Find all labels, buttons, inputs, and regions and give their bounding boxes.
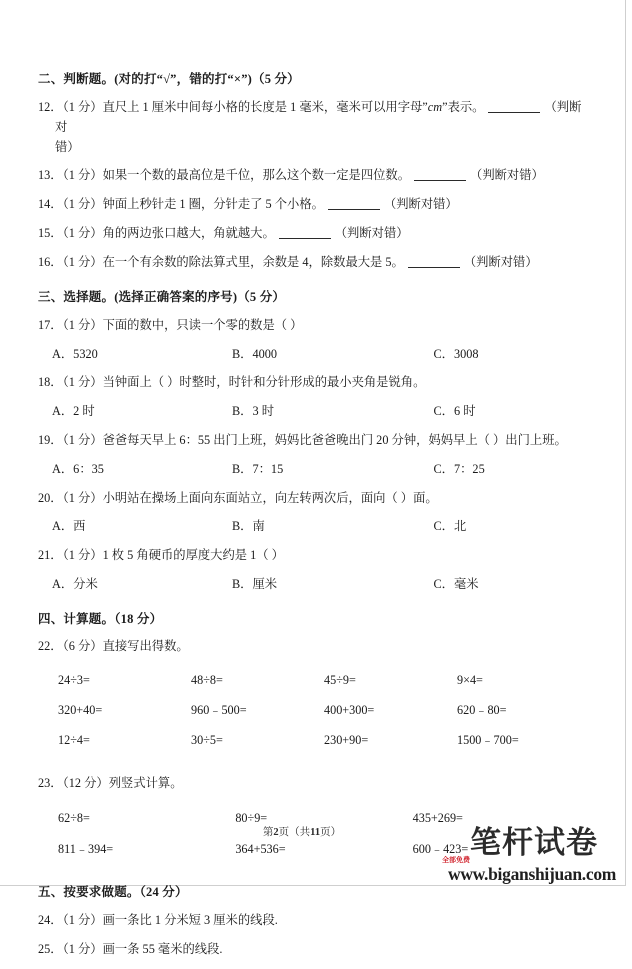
- question-21-option-b[interactable]: B．厘米: [231, 577, 278, 592]
- watermark-url: www.biganshijuan.com: [448, 864, 617, 884]
- expression-item[interactable]: 811﹣394=: [58, 842, 114, 857]
- expression-item[interactable]: 1500﹣700=: [457, 733, 519, 748]
- question-17: [38, 316, 590, 336]
- expression-item[interactable]: 320+40=: [58, 703, 103, 718]
- question-23: [38, 774, 590, 794]
- question-21: [38, 546, 590, 566]
- question-22-score: （6 分）: [62, 639, 103, 654]
- question-24-number: 24．: [38, 912, 63, 927]
- question-23-number: 23．: [38, 776, 63, 791]
- section-heading-required: 五、按要求做题。（24 分）: [38, 885, 188, 900]
- question-19-text: 爸爸每天早上 6：55 出门上班，妈妈比爸爸晚出门 20 分钟，妈妈早上（ ）出门上班。: [102, 433, 567, 447]
- question-25-score: （1 分）: [62, 941, 103, 956]
- expression-item[interactable]: 960﹣500=: [191, 703, 247, 718]
- question-12-suffix: （判断对: [55, 99, 582, 134]
- question-15-suffix: （判断对错）: [334, 226, 409, 241]
- question-15-score: （1 分）: [62, 226, 103, 241]
- question-18-text: 当钟面上（ ）时整时，时针和分针形成的最小夹角是锐角。: [102, 375, 426, 390]
- expression-item[interactable]: 364+536=: [235, 842, 286, 857]
- expression-item[interactable]: 30÷5=: [191, 733, 223, 748]
- question-13: [38, 166, 590, 186]
- expression-item[interactable]: 48÷8=: [191, 673, 223, 688]
- expression-item[interactable]: 62÷8=: [58, 810, 90, 825]
- question-13-number: 13．: [38, 168, 63, 183]
- question-15-text: 角的两边张口越大，角就越大。: [102, 226, 275, 241]
- question-22-text: 直接写出得数。: [102, 639, 189, 654]
- question-16-score: （1 分）: [62, 255, 103, 270]
- question-18: [38, 373, 590, 393]
- expression-item[interactable]: 620﹣80=: [457, 703, 507, 718]
- question-18-score: （1 分）: [62, 375, 103, 390]
- question-21-option-a[interactable]: A．分米: [52, 577, 98, 592]
- question-20-options: [38, 517, 590, 537]
- footer-page-number: 2: [273, 827, 279, 838]
- watermark-free-tag: 全部免费: [442, 856, 470, 864]
- answer-blank-15[interactable]: [279, 238, 331, 239]
- question-19-score: （1 分）: [62, 433, 103, 447]
- answer-blank-14[interactable]: [328, 209, 380, 210]
- expression-item[interactable]: 24÷3=: [58, 673, 90, 688]
- footer-total-pages: 11: [310, 827, 321, 838]
- question-14-text: 钟面上秒针走 1 圈，分针走了 5 个小格。: [102, 197, 324, 212]
- question-22: [38, 637, 590, 657]
- question-19-number: 19．: [38, 433, 63, 447]
- question-20-number: 20．: [38, 490, 63, 505]
- question-22-number: 22．: [38, 639, 63, 654]
- question-21-score: （1 分）: [62, 548, 103, 563]
- watermark: [442, 825, 632, 890]
- question-20-option-c[interactable]: C．北: [433, 519, 467, 534]
- question-19-option-c[interactable]: C．7：25: [433, 461, 485, 476]
- question-24-text: 画一条比 1 分米短 3 厘米的线段.: [102, 912, 278, 927]
- question-19: [38, 431, 590, 451]
- question-14-score: （1 分）: [62, 197, 103, 212]
- question-19-option-a[interactable]: A．6：35: [52, 461, 104, 476]
- expression-item[interactable]: 435+269=: [412, 810, 463, 825]
- question-15-number: 15．: [38, 226, 63, 241]
- question-22-expressions: [38, 666, 590, 756]
- question-14-suffix: （判断对错）: [383, 197, 458, 212]
- watermark-brand: 笔杆试卷: [470, 825, 598, 861]
- question-16-text: 在一个有余数的除法算式里，余数是 4，除数最大是 5。: [102, 255, 404, 270]
- question-21-number: 21．: [38, 548, 63, 563]
- question-18-option-b[interactable]: B．3 时: [231, 404, 275, 419]
- question-20: [38, 489, 590, 509]
- question-12-number: 12．: [38, 99, 63, 114]
- expression-item[interactable]: 400+300=: [324, 703, 375, 718]
- question-18-options: [38, 402, 590, 422]
- question-21-options: [38, 575, 590, 595]
- question-17-number: 17．: [38, 317, 63, 332]
- question-19-option-b[interactable]: B．7：15: [231, 461, 284, 476]
- question-16: [38, 253, 590, 273]
- question-23-score: （12 分）: [62, 776, 109, 791]
- expression-item[interactable]: 80÷9=: [235, 810, 268, 825]
- question-14-number: 14．: [38, 197, 63, 212]
- answer-blank-16[interactable]: [408, 267, 460, 268]
- expression-item[interactable]: 600﹣423=: [412, 842, 469, 857]
- question-13-text: 如果一个数的最高位是千位，那么这个数一定是四位数。: [102, 168, 411, 183]
- question-23-text: 列竖式计算。: [108, 776, 183, 791]
- question-25: [38, 940, 590, 960]
- question-12-score: （1 分）: [62, 99, 103, 114]
- section-heading-judgement: 二、判断题。(对的打“√”，错的打“×”)（5 分）: [38, 72, 300, 86]
- question-12-text-tail: ”表示。: [442, 99, 485, 114]
- question-13-suffix: （判断对错）: [470, 168, 544, 183]
- question-14: [38, 195, 590, 215]
- question-13-score: （1 分）: [62, 168, 103, 183]
- question-24-score: （1 分）: [62, 912, 103, 927]
- question-17-option-b[interactable]: B．4000: [231, 346, 278, 361]
- question-21-text: 1 枚 5 角硬币的厚度大约是 1（ ）: [102, 548, 284, 563]
- expression-item[interactable]: 12÷4=: [58, 733, 90, 748]
- question-12-italic-unit: cm: [427, 99, 443, 114]
- question-12-text: 直尺上 1 厘米中间每小格的长度是 1 毫米，毫米可以用字母”: [102, 99, 428, 114]
- question-20-score: （1 分）: [62, 490, 103, 505]
- question-12: [38, 98, 590, 158]
- question-17-options: [38, 345, 590, 365]
- question-25-number: 25．: [38, 941, 63, 956]
- question-20-option-b[interactable]: B．南: [231, 519, 265, 534]
- question-17-score: （1 分）: [62, 317, 103, 332]
- footer-prefix: 第: [262, 827, 274, 838]
- answer-blank-13[interactable]: [414, 180, 466, 181]
- expression-item[interactable]: 9×4=: [457, 673, 483, 688]
- question-17-option-a[interactable]: A．5320: [52, 346, 98, 361]
- question-24: [38, 911, 590, 931]
- footer-middle: 页（共: [278, 827, 311, 838]
- question-18-option-c[interactable]: C．6 时: [433, 404, 476, 419]
- question-18-number: 18．: [38, 375, 63, 390]
- question-16-suffix: （判断对错）: [463, 255, 538, 270]
- question-17-text: 下面的数中，只读一个零的数是（ ）: [102, 317, 303, 332]
- question-15: [38, 224, 590, 244]
- question-18-option-a[interactable]: A．2 时: [52, 404, 95, 419]
- expression-item[interactable]: 230+90=: [324, 733, 369, 748]
- expression-item[interactable]: 45÷9=: [324, 673, 356, 688]
- question-20-text: 小明站在操场上面向东面站立，向左转两次后，面向（ ）面。: [102, 490, 438, 505]
- footer-suffix: 页）: [320, 827, 342, 838]
- question-21-option-c[interactable]: C．毫米: [433, 577, 479, 592]
- question-16-number: 16．: [38, 255, 63, 270]
- section-heading-calculation: 四、计算题。（18 分）: [38, 611, 163, 626]
- question-19-options: [38, 460, 590, 480]
- question-25-text: 画一条 55 毫米的线段.: [102, 941, 223, 956]
- answer-blank-12[interactable]: [488, 112, 540, 113]
- question-12-wrap: 错）: [55, 139, 80, 154]
- question-20-option-a[interactable]: A．西: [52, 519, 86, 534]
- question-17-option-c[interactable]: C．3008: [433, 346, 479, 361]
- section-heading-choice: 三、选择题。(选择正确答案的序号)（5 分）: [38, 290, 286, 305]
